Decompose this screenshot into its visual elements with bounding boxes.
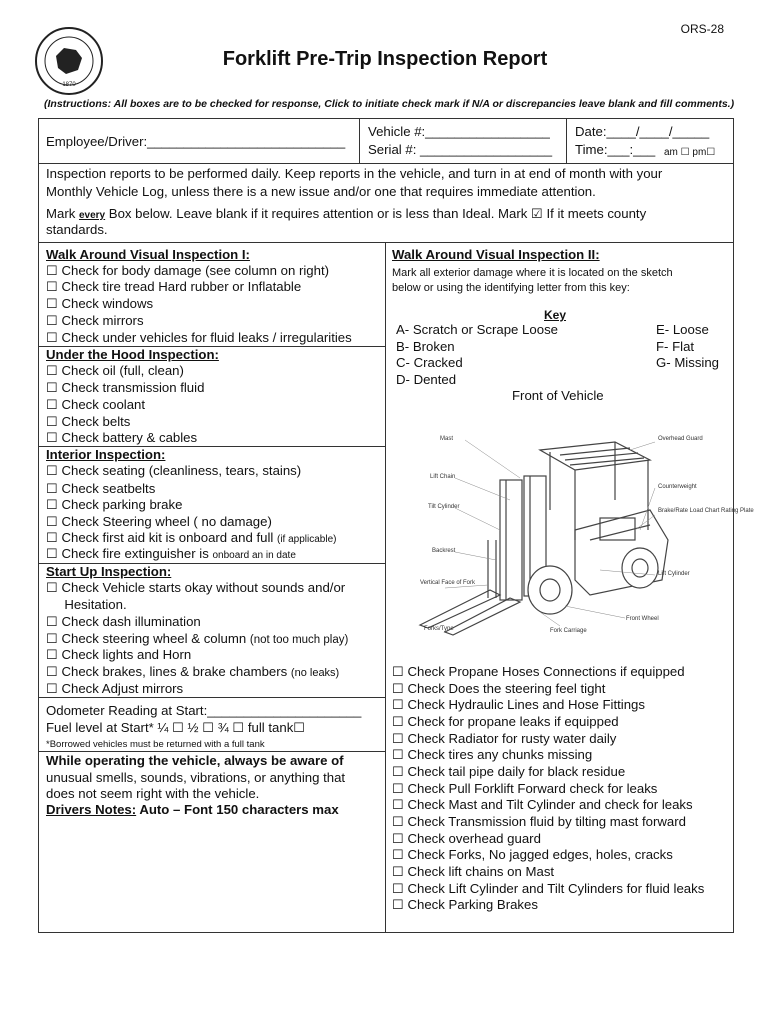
diagram-label: Forks/Tyne [424,626,454,632]
fire-note: onboard an in date [212,550,296,561]
hood-item[interactable]: ☐ Check battery & cables [46,430,198,445]
interior-item[interactable]: ☐ Check seating (cleanliness, tears, stains) [46,463,302,478]
hood-item[interactable]: ☐ Check coolant [46,397,146,412]
intro-line-4: standards. [46,222,108,237]
walk-around-1-title: Walk Around Visual Inspection I: [46,247,250,262]
diagram-label: Overhead Guard [658,436,703,442]
steering-label: ☐ Check steering wheel & column [46,631,247,646]
warning-line-1: While operating the vehicle, always be aware of [46,753,344,768]
mark-every: every [78,210,106,221]
right-check-item[interactable]: ☐ Check lift chains on Mast [392,864,555,879]
fire-extinguisher-item[interactable] [46,546,296,564]
right-check-item[interactable]: ☐ Check for propane leaks if equipped [392,714,619,729]
diagram-label: Backrest [432,548,456,554]
walk2-desc-1: Mark all exterior damage where it is located on the sketch [392,267,673,279]
right-check-item[interactable]: ☐ Check Parking Brakes [392,897,538,912]
drivers-notes-label: Drivers Notes: [46,802,137,817]
interior-item[interactable]: ☐ Check seatbelts [46,481,156,496]
startup-title: Start Up Inspection: [46,564,172,579]
drivers-notes[interactable] [46,802,339,818]
key-item: G- Missing [656,355,720,370]
fire-label: ☐ Check fire extinguisher is [46,546,209,561]
vehicle-field[interactable]: Vehicle #:_________________ [368,124,550,139]
key-item: D- Dented [396,372,457,387]
serial-field[interactable]: Serial #: __________________ [368,142,553,157]
time-field[interactable]: Time:___:___ [575,142,656,157]
steering-note: (not too much play) [249,634,349,646]
intro-line-2: Monthly Vehicle Log, unless there is a new issue and/or one that requires immediate attention. [46,184,596,199]
walk-around-2-title: Walk Around Visual Inspection II: [392,247,600,262]
interior-title: Interior Inspection: [46,447,166,462]
adjust-mirrors-item[interactable]: ☐ Check Adjust mirrors [46,681,184,696]
walk1-item[interactable]: ☐ Check windows [46,296,154,311]
steering-item[interactable] [46,631,348,648]
hood-item[interactable]: ☐ Check belts [46,414,131,429]
key-item: B- Broken [396,339,455,354]
interior-item[interactable]: ☐ Check parking brake [46,497,183,512]
key-item: C- Cracked [396,355,463,370]
diagram-label: Lift Cylinder [658,571,690,577]
intro-line-1: Inspection reports to be performed daily. Keep reports in the vehicle, and turn in at end of month with your [46,166,663,181]
page-title: Forklift Pre-Trip Inspection Report [222,48,548,70]
right-check-item[interactable]: ☐ Check Forks, No jagged edges, holes, cracks [392,847,673,862]
walk1-item[interactable]: ☐ Check mirrors [46,313,144,328]
right-check-item[interactable]: ☐ Check overhead guard [392,831,541,846]
right-check-item[interactable]: ☐ Check Does the steering feel tight [392,681,606,696]
right-check-item[interactable]: ☐ Check tires any chunks missing [392,747,593,762]
instructions: (Instructions: All boxes are to be checked for response, Click to initiate check mark if N/A or discrepancies leave blank and fill comments.) [44,98,735,110]
brakes-label: ☐ Check brakes, lines & brake chambers [46,664,288,679]
brakes-note: (no leaks) [290,667,340,679]
walk1-item[interactable]: ☐ Check for body damage (see column on right) [46,263,330,278]
under-hood-title: Under the Hood Inspection: [46,347,219,362]
mark-rest: Box below. Leave blank if it requires attention or is less than Ideal. Mark ☑ If it meets county [108,206,647,221]
form-id: ORS-28 [680,22,724,36]
date-field[interactable]: Date:____/____/_____ [575,124,710,139]
diagram-label: Lift Chain [430,474,456,480]
employee-field[interactable]: Employee/Driver:___________________________ [46,134,346,149]
first-aid-label: ☐ Check first aid kit is onboard and full [46,530,274,545]
diagram-label: Counterweight [658,484,697,490]
borrowed-note: *Borrowed vehicles must be returned with a full tank [46,739,265,750]
mark-text: Mark [46,206,76,221]
right-check-item[interactable]: ☐ Check Transmission fluid by tilting mast forward [392,814,686,829]
hood-item[interactable]: ☐ Check transmission fluid [46,380,205,395]
diagram-label: Fork Carriage [550,628,587,634]
diagram-label: Tilt Cylinder [428,504,460,510]
walk1-item[interactable]: ☐ Check under vehicles for fluid leaks / irregularities [46,330,352,345]
drivers-notes-hint: Auto – Font 150 characters max [136,802,339,817]
odometer-field[interactable]: Odometer Reading at Start:_____________________ [46,703,362,718]
startup-item[interactable]: ☐ Check Vehicle starts okay without sounds and/or [46,580,346,595]
front-of-vehicle-label: Front of Vehicle [512,388,604,403]
right-check-item[interactable]: ☐ Check Radiator for rusty water daily [392,731,617,746]
forklift-diagram[interactable] [400,420,754,640]
walk2-desc-2: below or using the identifying letter from this key: [392,282,630,294]
right-check-item[interactable]: ☐ Check Pull Forklift Forward check for leaks [392,781,658,796]
lights-item[interactable]: ☐ Check lights and Horn [46,647,192,662]
right-check-item[interactable]: ☐ Check Lift Cylinder and Tilt Cylinders for fluid leaks [392,881,705,896]
brakes-item[interactable] [46,664,339,681]
startup-item-cont: Hesitation. [46,597,127,612]
intro-mark-line [46,206,646,224]
diagram-label: Brake/Rate Load Chart Rating Plate [658,508,754,514]
key-item: A- Scratch or Scrape Loose [396,322,558,337]
hood-item[interactable]: ☐ Check oil (full, clean) [46,363,184,378]
first-aid-note: (if applicable) [277,534,337,545]
right-check-item[interactable]: ☐ Check Hydraulic Lines and Hose Fittings [392,697,645,712]
startup-item[interactable]: ☐ Check dash illumination [46,614,201,629]
walk1-item[interactable]: ☐ Check tire tread Hard rubber or Inflatable [46,279,302,294]
key-item: E- Loose [656,322,709,337]
divider [39,751,385,752]
key-title: Key [544,308,567,322]
right-check-item[interactable]: ☐ Check Mast and Tilt Cylinder and check for leaks [392,797,693,812]
fuel-level-checkboxes[interactable]: Fuel level at Start* ¼ ☐ ½ ☐ ¾ ☐ full tank☐ [46,720,306,735]
diagram-label: Mast [440,436,454,442]
warning-line-3: does not seem right with the vehicle. [46,786,260,801]
right-check-item[interactable]: ☐ Check tail pipe daily for black residue [392,764,626,779]
svg-text:1870: 1870 [62,82,76,88]
right-check-item[interactable]: ☐ Check Propane Hoses Connections if equipped [392,664,685,679]
warning-line-2: unusual smells, sounds, vibrations, or anything that [46,770,346,785]
interior-item[interactable]: ☐ Check Steering wheel ( no damage) [46,514,272,529]
key-item: F- Flat [656,339,695,354]
am-pm-checkboxes[interactable]: am ☐ pm☐ [664,147,716,158]
diagram-label: Vertical Face of Fork [420,580,476,586]
diagram-label: Front Wheel [626,616,659,622]
